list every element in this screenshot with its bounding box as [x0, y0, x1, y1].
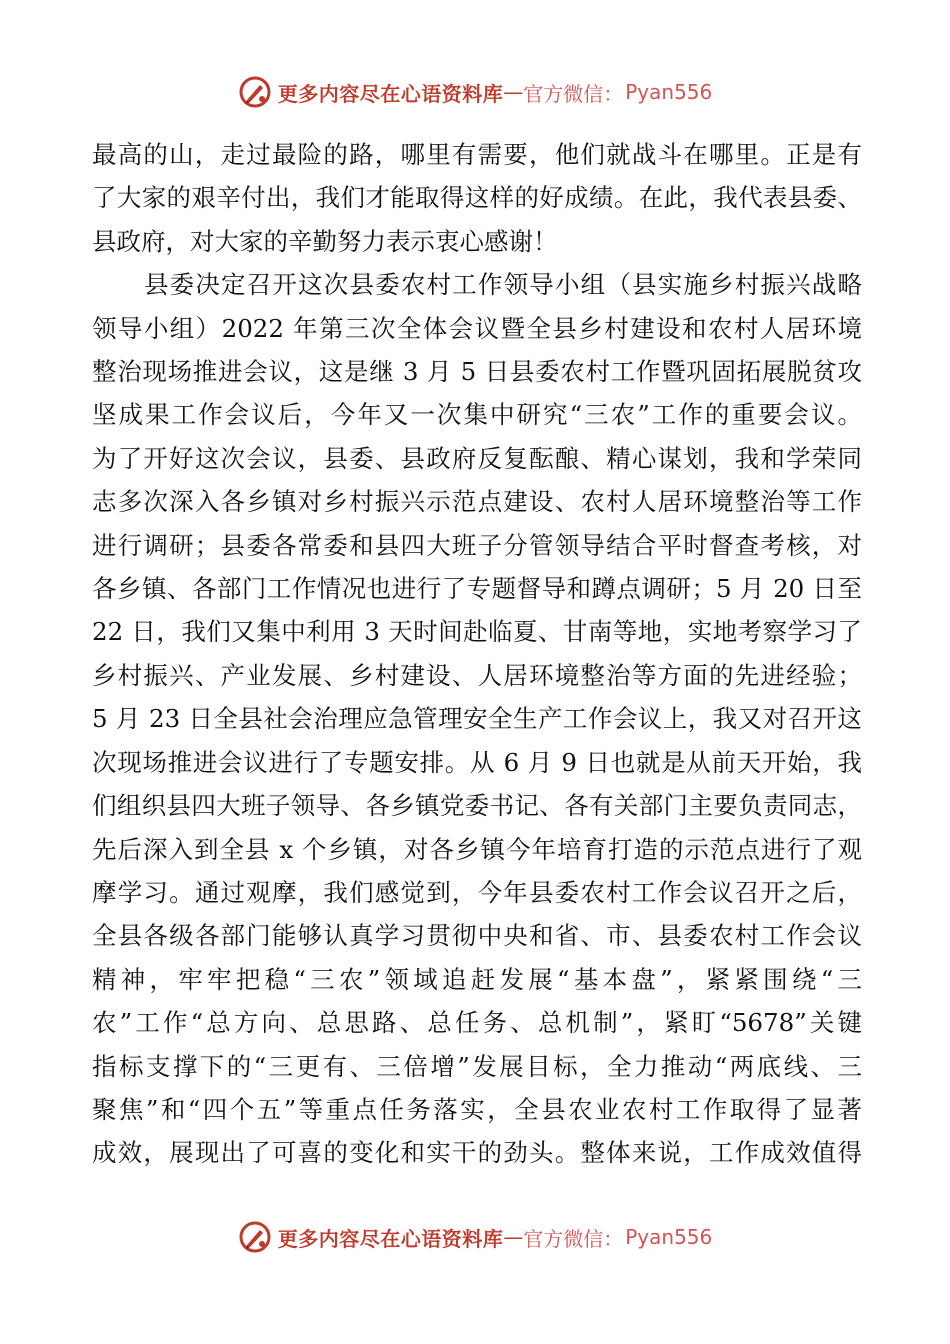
paragraph-line: 领导小组）2022 年第三次全体会议暨全县乡村建设和农村人居环境 [92, 313, 862, 343]
pen-logo-icon [238, 75, 272, 109]
paragraph-line: 全县各级各部门能够认真学习贯彻中央和省、市、县委农村工作会议 [92, 921, 862, 951]
paragraph-line: 先后深入到全县 x 个乡镇，对各乡镇今年培育打造的示范点进行了观 [92, 834, 862, 864]
document-body [92, 133, 862, 1175]
paragraph-line: 最高的山，走过最险的路，哪里有需要，他们就战斗在哪里。正是有 [92, 140, 862, 169]
paragraph [92, 133, 862, 263]
paragraph-line: 指标支撑下的“三更有、三倍增”发展目标，全力推动“两底线、三 [92, 1051, 862, 1081]
paragraph [92, 263, 862, 1175]
banner-label: 更多内容尽在心语资料库 [277, 1226, 504, 1251]
paragraph-line: 整治现场推进会议，这是继 3 月 5 日县委农村工作暨巩固拓展脱贫攻 [92, 357, 862, 387]
paragraph-line: 农”工作“总方向、总思路、总任务、总机制”，紧盯“5678”关键 [92, 1008, 862, 1038]
paragraph-line: 5 月 23 日全县社会治理应急管理安全生产工作会议上，我又对召开这 [92, 704, 862, 734]
banner-wechat-label: 官方微信： [523, 81, 624, 106]
paragraph-line: 进行调研；县委各常委和县四大班子分管领导结合平时督查考核，对 [92, 530, 862, 560]
paragraph-line: 次现场推进会议进行了专题安排。从 6 月 9 日也就是从前天开始，我 [92, 747, 862, 777]
paragraph-line: 县委决定召开这次县委农村工作领导小组（县实施乡村振兴战略 [144, 270, 862, 300]
banner-separator: — [503, 1225, 524, 1249]
paragraph-line: 为了开好这次会议，县委、县政府反复酝酿、精心谋划，我和学荣同 [92, 443, 862, 473]
banner-wechat-label: 官方微信： [523, 1226, 624, 1251]
paragraph-line: 精神，牢牢把稳“三农”领域追赶发展“基本盘”，紧紧围绕“三 [92, 964, 862, 994]
paragraph-line: 聚焦”和“四个五”等重点任务落实，全县农业农村工作取得了显著 [92, 1094, 862, 1124]
paragraph-line: 各乡镇、各部门工作情况也进行了专题督导和蹲点调研；5 月 20 日至 [92, 574, 862, 604]
banner-wechat-id: Pyan556 [625, 1225, 713, 1249]
paragraph-line: 成效，展现出了可喜的变化和实干的劲头。整体来说，工作成效值得 [92, 1138, 862, 1168]
paragraph-line: 了大家的艰辛付出，我们才能取得这样的好成绩。在此，我代表县委、 [92, 183, 862, 213]
paragraph-line: 县政府，对大家的辛勤努力表示衷心感谢！ [92, 226, 558, 256]
header-banner [0, 70, 950, 114]
paragraph-line: 志多次深入各乡镇对乡村振兴示范点建设、农村人居环境整治等工作 [92, 487, 862, 517]
banner-wechat-id: Pyan556 [625, 80, 713, 104]
footer-banner [0, 1215, 950, 1259]
paragraph-line: 们组织县四大班子领导、各乡镇党委书记、各有关部门主要负责同志， [92, 791, 862, 821]
paragraph-line: 乡村振兴、产业发展、乡村建设、人居环境整治等方面的先进经验； [92, 660, 862, 690]
pen-logo-icon [238, 1220, 272, 1254]
paragraph-line: 摩学习。通过观摩，我们感觉到，今年县委农村工作会议召开之后， [92, 877, 862, 907]
banner-label: 更多内容尽在心语资料库 [277, 81, 504, 106]
paragraph-line: 22 日，我们又集中利用 3 天时间赴临夏、甘南等地，实地考察学习了 [92, 617, 862, 647]
banner-separator: — [503, 80, 524, 104]
paragraph-line: 坚成果工作会议后，今年又一次集中研究“三农”工作的重要会议。 [92, 400, 862, 430]
